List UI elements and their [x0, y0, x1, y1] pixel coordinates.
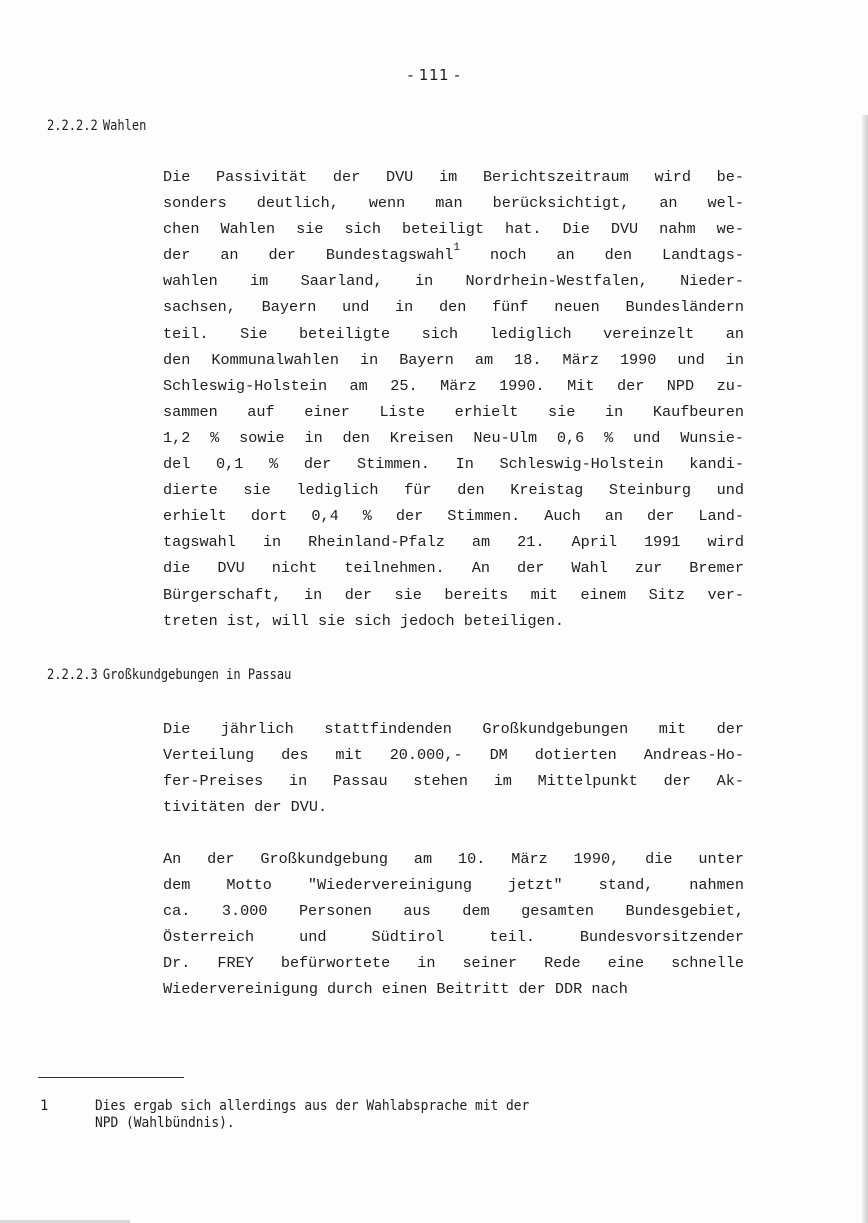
text-line-with-footnote [163, 242, 744, 268]
text-segment: der an der Bundestagswahl [163, 246, 454, 265]
footnote-number: 1 [40, 1098, 49, 1114]
section-title: Wahlen [102, 118, 147, 134]
text-line: fer-Preises in Passau stehen im Mittelpunkt der Ak- [163, 772, 744, 791]
text-line: erhielt dort 0,4 % der Stimmen. Auch an der Land- [163, 507, 744, 526]
text-line: del 0,1 % der Stimmen. In Schleswig-Holstein kandi- [163, 455, 744, 474]
text-line: sammen auf einer Liste erhielt sie in Kaufbeuren [163, 402, 744, 421]
text-line: Die jährlich stattfindenden Großkundgebungen mit der [163, 720, 744, 738]
text-line: dierte sie lediglich für den Kreistag Steinburg und [163, 481, 744, 500]
text-line: dem Motto "Wiedervereinigung jetzt" stand, nahmen [163, 876, 744, 895]
text-line: An der Großkundgebung am 10. März 1990, die unter [163, 850, 744, 868]
footnote-line: Dies ergab sich allerdings aus der Wahlabsprache mit der [95, 1098, 530, 1114]
section-heading-grosskundgebungen [47, 667, 291, 683]
text-line: Österreich und Südtirol teil. Bundesvorsitzender [163, 928, 744, 947]
text-line: wahlen im Saarland, in Nordrhein-Westfalen, Nieder- [163, 272, 744, 291]
footnote-separator [38, 1077, 184, 1078]
text-line: Wiedervereinigung durch einen Beitritt der DDR nach [163, 980, 628, 999]
text-line: Schleswig-Holstein am 25. März 1990. Mit der NPD zu- [163, 376, 744, 395]
section-title: Großkundgebungen in Passau [102, 667, 292, 683]
text-line: Dr. FREY befürwortete in seiner Rede eine schnelle [163, 954, 744, 973]
page-number: - 111 - [407, 66, 461, 84]
text-segment: noch an den Landtags- [490, 246, 744, 265]
text-line: sachsen, Bayern und in den fünf neuen Bundesländern [163, 298, 744, 317]
paragraph-grosskundgebung-1990 [163, 846, 744, 1003]
section-number: 2.2.2.3 [47, 667, 98, 683]
text-line: Die Passivität der DVU im Berichtszeitraum wird be- [163, 168, 744, 186]
paragraph-grosskundgebungen-intro [163, 716, 744, 820]
section-heading-wahlen [47, 118, 146, 134]
text-line: treten ist, will sie sich jedoch beteiligen. [163, 611, 565, 630]
text-line: die DVU nicht teilnehmen. An der Wahl zur Bremer [163, 559, 744, 578]
text-line: ca. 3.000 Personen aus dem gesamten Bundesgebiet, [163, 902, 744, 921]
text-line: sonders deutlich, wenn man berücksichtigt, an wel- [163, 194, 744, 213]
section-number: 2.2.2.2 [47, 118, 98, 134]
text-line: tagswahl in Rheinland-Pfalz am 21. April 1991 wird [163, 533, 744, 552]
text-line: chen Wahlen sie sich beteiligt hat. Die DVU nahm we- [163, 220, 744, 239]
footnote-line: NPD (Wahlbündnis). [95, 1115, 235, 1131]
paragraph-wahlen [163, 164, 744, 634]
text-line: tivitäten der DVU. [163, 798, 328, 817]
page-edge-shadow [862, 115, 868, 1223]
text-line: Verteilung des mit 20.000,- DM dotierten Andreas-Ho- [163, 746, 744, 765]
text-line: 1,2 % sowie in den Kreisen Neu-Ulm 0,6 % und Wunsie- [163, 428, 744, 447]
footnote-text [95, 1098, 757, 1132]
text-line: Bürgerschaft, in der sie bereits mit einem Sitz ver- [163, 585, 744, 604]
footnote-reference[interactable]: 1 [453, 242, 461, 255]
text-line: den Kommunalwahlen in Bayern am 18. März 1990 und in [163, 350, 744, 369]
text-line: teil. Sie beteiligte sich lediglich vereinzelt an [163, 324, 744, 343]
